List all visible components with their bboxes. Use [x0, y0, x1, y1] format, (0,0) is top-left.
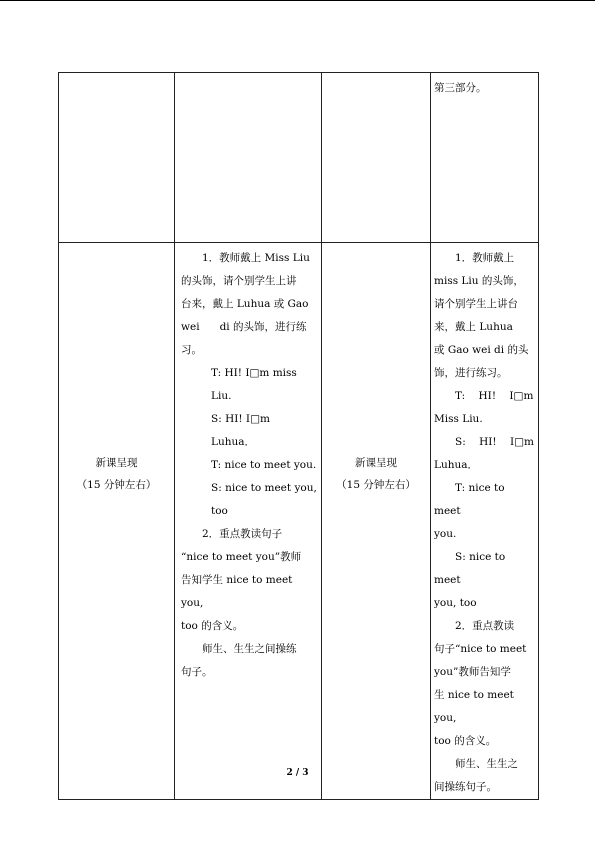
stage-label-cell [59, 243, 175, 800]
stage-duration: （15 分钟左右） [336, 478, 416, 491]
table-row [59, 73, 539, 243]
text-line: 台来，戴上 Luhua 或 Gao [181, 298, 309, 310]
dialogue-line: S: HI! I□m Luhua． [211, 413, 270, 448]
stage-label-cell [322, 243, 431, 800]
text-line: 间操练句子。 [434, 781, 497, 793]
dialogue-line: Miss Liu. [434, 413, 483, 425]
text-line: 师生、生生之间操练 [202, 643, 297, 655]
text-line: 习。 [181, 344, 202, 356]
lesson-plan-table [58, 72, 539, 800]
table-cell [59, 73, 175, 243]
text-line: 来，戴上 Luhua [434, 321, 513, 333]
text-line: 2．重点教读 [455, 620, 515, 632]
text-line: 饰，进行练习。 [434, 367, 508, 379]
table-cell [175, 73, 322, 243]
text-line: miss Liu 的头饰， [434, 275, 524, 287]
text-line: too 的含义。 [434, 735, 497, 747]
dialogue-line: S: HI! I□m [455, 436, 534, 448]
text-line: 的头饰，请个别学生上讲 [181, 275, 297, 287]
stage-name: 新课呈现 [95, 456, 138, 469]
top-border-line [0, 0, 595, 1]
dialogue-line: S: nice to meet [434, 551, 506, 586]
dialogue-line: Luhua． [434, 459, 479, 471]
text-line: 2．重点教读句子 [202, 528, 283, 540]
text-line: 告知学生 nice to meet you, [181, 574, 293, 609]
stage-name: 新课呈现 [355, 456, 397, 469]
dialogue-line: S: nice to meet you, too [211, 482, 317, 517]
text-line: 师生、生生之 [455, 758, 518, 770]
text-line: 或 Gao wei di 的头 [434, 344, 529, 356]
text-line: 请个别学生上讲台 [434, 298, 518, 310]
dialogue-line: T: nice to meet you. [211, 459, 317, 471]
dialogue-line: T: HI! I□m [455, 390, 534, 402]
text-line: 1．教师戴上 [455, 252, 515, 264]
table-cell [322, 73, 431, 243]
text-line: “nice to meet you”教师 [181, 551, 302, 563]
text-line: you”教师告知学 [434, 666, 511, 678]
stage-duration: （15 分钟左右） [76, 478, 157, 491]
text-line: 句子。 [181, 666, 213, 678]
text-line: 生 nice to meet you, [434, 689, 514, 724]
text-line: 1．教师戴上 Miss Liu [202, 252, 310, 264]
dialogue-line: you, too [434, 597, 477, 609]
text-line: wei di 的头饰，进行练 [181, 321, 307, 333]
dialogue-line: you. [434, 528, 457, 540]
teacher-activity-cell [175, 243, 322, 800]
dialogue-line: T: HI! I□m miss Liu. [211, 367, 297, 402]
table-row [59, 243, 539, 800]
student-activity-cell [431, 243, 539, 800]
cell-text: 第三部分。 [434, 82, 487, 94]
text-line: too 的含义。 [181, 620, 244, 632]
text-line: 句子“nice to meet [434, 643, 527, 655]
table-cell [431, 73, 539, 243]
dialogue-line: T: nice to meet [434, 482, 505, 517]
page-number: 2 / 3 [286, 768, 309, 778]
